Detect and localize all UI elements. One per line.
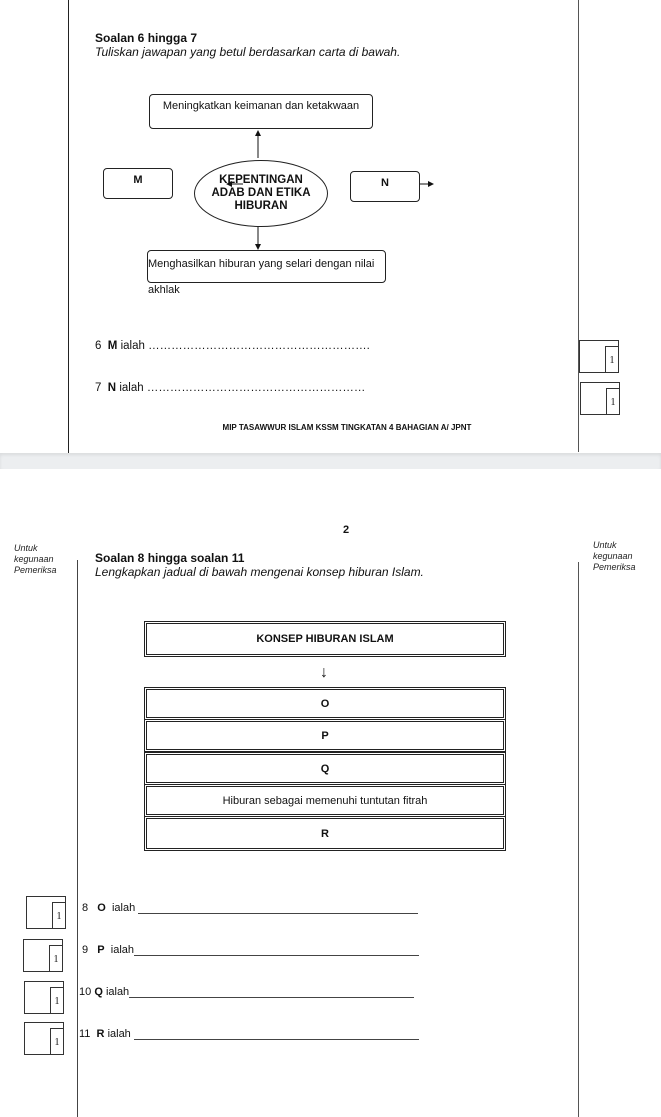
examiner-use-label-left: Untuk kegunaan Pemeriksa [14,543,57,575]
question-7: 7 N ialah ………………………………………………… [95,382,366,394]
diagram-top-box: Meningkatkan keimanan dan ketakwaan [149,94,373,129]
center-line: ADAB DAN ETIKA [211,187,311,199]
table-row-fitrah: Hiburan sebagai memenuhi tuntutan fitrah [144,784,506,817]
mark-box: 1 [579,340,619,373]
instruction: Lengkapkan jadual di bawah mengenai konsep hiburan Islam. [95,565,424,579]
answer-field[interactable]: …………………………………………………. [148,340,370,352]
page-separator [0,453,661,469]
mark-box: 1 [23,939,63,972]
table-row-p: P [144,719,506,752]
arrow-down-icon: ↓ [320,664,328,681]
page-footer: MIP TASAWWUR ISLAM KSSM TINGKATAN 4 BAHAGIAN A/ JPNT [222,423,472,432]
mark-box: 1 [24,981,64,1014]
question-8: 8 O ialah [82,902,418,914]
center-line: HIBURAN [234,200,288,212]
instruction: Tuliskan jawapan yang betul berdasarkan carta di bawah. [95,45,401,59]
question-9: 9 P ialah [82,944,419,956]
answer-field[interactable] [134,945,419,956]
diagram-left-box-m: M [103,168,173,199]
answer-field[interactable] [129,987,414,998]
diagram-right-box-n: N [350,171,420,202]
mark-box: 1 [26,896,66,929]
page2-left-margin-line [77,560,78,1117]
question-10: 10 Q ialah [79,986,414,998]
mark-box: 1 [580,382,620,415]
table-row-q: Q [144,752,506,785]
table-row-o: O [144,687,506,720]
table-header: KONSEP HIBURAN ISLAM [144,621,506,657]
section-title: Soalan 6 hingga 7 [95,31,198,45]
question-11: 11 R ialah [79,1028,419,1040]
diagram-center-ellipse [194,160,328,227]
question-6: 6 M ialah …………………………………………………. [95,340,370,352]
diagram-bottom-box: Menghasilkan hiburan yang selari dengan nilai akhlak [147,250,386,283]
answer-field[interactable] [134,1029,419,1040]
page-number: 2 [343,524,350,536]
page2-right-margin-line [578,562,579,1117]
answer-field[interactable]: ………………………………………………… [146,382,366,394]
section-title: Soalan 8 hingga soalan 11 [95,551,245,565]
examiner-use-label-right: Untuk kegunaan Pemeriksa [593,540,636,572]
table-row-r: R [144,816,506,851]
center-line: KEPENTINGAN [219,174,303,186]
answer-field[interactable] [138,903,418,914]
mark-box: 1 [24,1022,64,1055]
